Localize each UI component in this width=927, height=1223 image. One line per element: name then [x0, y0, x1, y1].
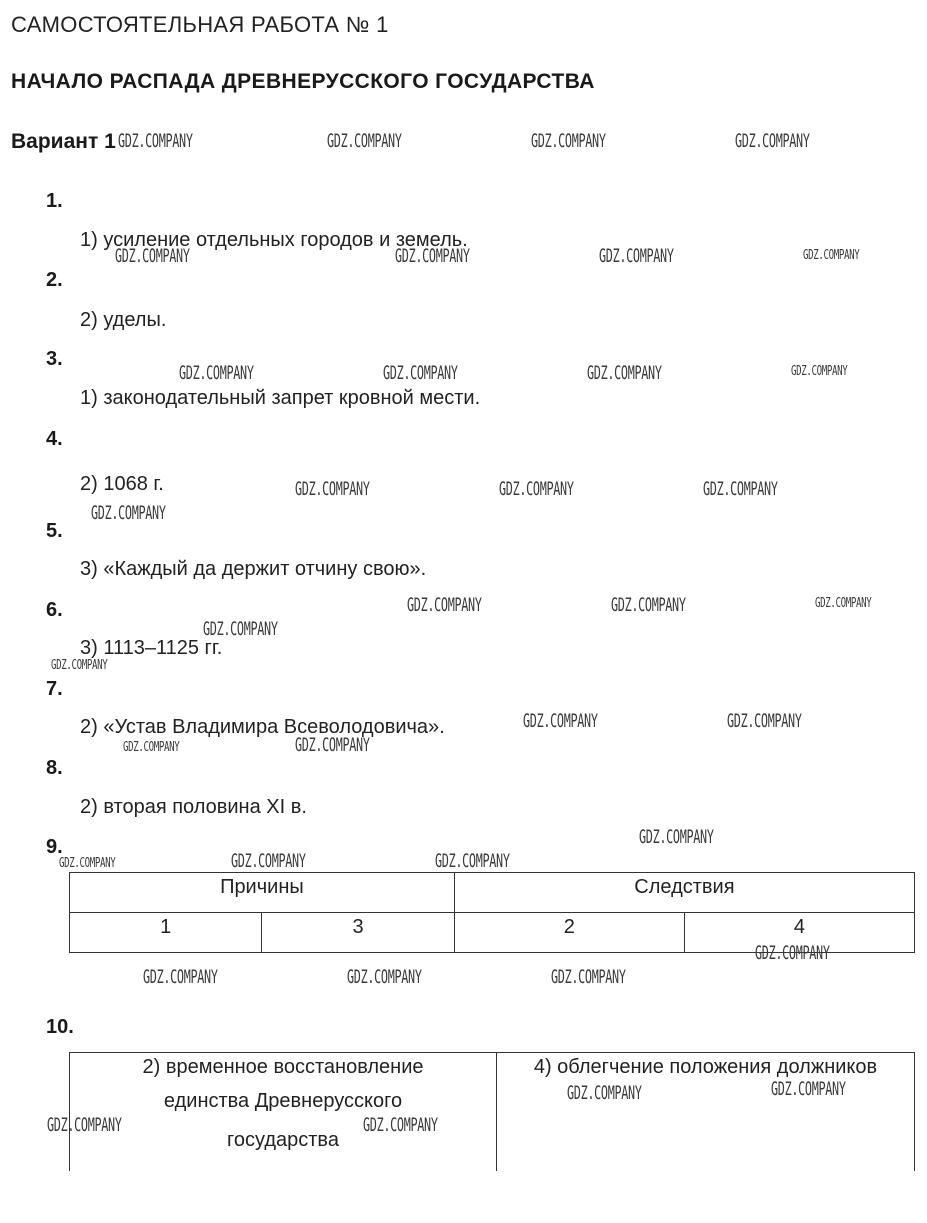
- table10-right-cell: 4) облегчение положения должников: [497, 1053, 915, 1172]
- page-header: САМОСТОЯТЕЛЬНАЯ РАБОТА № 1: [11, 12, 389, 37]
- watermark: GDZ.COMPANY: [803, 248, 860, 263]
- watermark: GDZ.COMPANY: [295, 478, 370, 500]
- watermark: GDZ.COMPANY: [51, 658, 108, 673]
- watermark: GDZ.COMPANY: [347, 966, 422, 988]
- question-number: 5.: [46, 520, 63, 542]
- answer-text: 1) усиление отдельных городов и земель.: [80, 229, 468, 251]
- answer-text: 3) 1113–1125 гг.: [80, 637, 223, 659]
- table10-left-line: единства Древнерусского: [163, 1090, 403, 1112]
- table10-left-cell: [70, 1053, 497, 1172]
- watermark: GDZ.COMPANY: [435, 850, 510, 872]
- table-cell: 3: [262, 913, 454, 953]
- table-cell: 4: [684, 913, 914, 953]
- watermark: GDZ.COMPANY: [499, 478, 574, 500]
- answer-text: 2) 1068 г.: [80, 473, 164, 495]
- table10-left-line: 2) временное восстановление: [142, 1056, 424, 1078]
- question-number: 4.: [46, 428, 63, 450]
- answer-table-10: [69, 1052, 915, 1171]
- watermark: GDZ.COMPANY: [118, 130, 193, 152]
- question-number: 7.: [46, 678, 63, 700]
- watermark: GDZ.COMPANY: [231, 850, 306, 872]
- answer-text: 2) уделы.: [80, 309, 167, 331]
- table-header-effects: Следствия: [454, 873, 914, 913]
- watermark: GDZ.COMPANY: [407, 594, 482, 616]
- answer-text: 2) «Устав Владимира Всеволодовича».: [80, 716, 445, 738]
- watermark: GDZ.COMPANY: [123, 740, 180, 755]
- question-number: 6.: [46, 599, 63, 621]
- watermark: GDZ.COMPANY: [531, 130, 606, 152]
- watermark: GDZ.COMPANY: [115, 245, 190, 267]
- table-cell: 2: [454, 913, 684, 953]
- question-number: 3.: [46, 348, 63, 370]
- watermark: GDZ.COMPANY: [523, 710, 598, 732]
- watermark: GDZ.COMPANY: [327, 130, 402, 152]
- watermark: GDZ.COMPANY: [91, 502, 166, 524]
- table-cell: 1: [70, 913, 262, 953]
- watermark: GDZ.COMPANY: [735, 130, 810, 152]
- watermark: GDZ.COMPANY: [47, 1114, 122, 1136]
- question-number: 10.: [46, 1016, 74, 1038]
- question-number: 2.: [46, 269, 63, 291]
- watermark: GDZ.COMPANY: [771, 1078, 846, 1100]
- question-number: 1.: [46, 190, 63, 212]
- watermark: GDZ.COMPANY: [611, 594, 686, 616]
- watermark: GDZ.COMPANY: [639, 826, 714, 848]
- watermark: GDZ.COMPANY: [363, 1114, 438, 1136]
- answer-text: 2) вторая половина XI в.: [80, 796, 307, 818]
- watermark: GDZ.COMPANY: [791, 364, 848, 379]
- watermark: GDZ.COMPANY: [815, 596, 872, 611]
- question-number: 8.: [46, 757, 63, 779]
- question-number: 9.: [46, 836, 63, 858]
- watermark: GDZ.COMPANY: [383, 362, 458, 384]
- watermark: GDZ.COMPANY: [703, 478, 778, 500]
- watermark: GDZ.COMPANY: [59, 856, 116, 871]
- watermark: GDZ.COMPANY: [587, 362, 662, 384]
- answer-text: 1) законодательный запрет кровной мести.: [80, 387, 481, 409]
- watermark: GDZ.COMPANY: [203, 618, 278, 640]
- watermark: GDZ.COMPANY: [179, 362, 254, 384]
- table-header-causes: Причины: [70, 873, 455, 913]
- watermark: GDZ.COMPANY: [755, 942, 830, 964]
- watermark: GDZ.COMPANY: [599, 245, 674, 267]
- causes-effects-table: [69, 872, 915, 953]
- watermark: GDZ.COMPANY: [567, 1082, 642, 1104]
- watermark: GDZ.COMPANY: [551, 966, 626, 988]
- watermark: GDZ.COMPANY: [727, 710, 802, 732]
- table10-left-line: государства: [227, 1129, 339, 1151]
- page-title: НАЧАЛО РАСПАДА ДРЕВНЕРУССКОГО ГОСУДАРСТВА: [11, 70, 595, 93]
- variant-label: Вариант 1: [11, 130, 116, 153]
- watermark: GDZ.COMPANY: [143, 966, 218, 988]
- watermark: GDZ.COMPANY: [295, 734, 370, 756]
- answer-text: 3) «Каждый да держит отчину свою».: [80, 558, 427, 580]
- watermark: GDZ.COMPANY: [395, 245, 470, 267]
